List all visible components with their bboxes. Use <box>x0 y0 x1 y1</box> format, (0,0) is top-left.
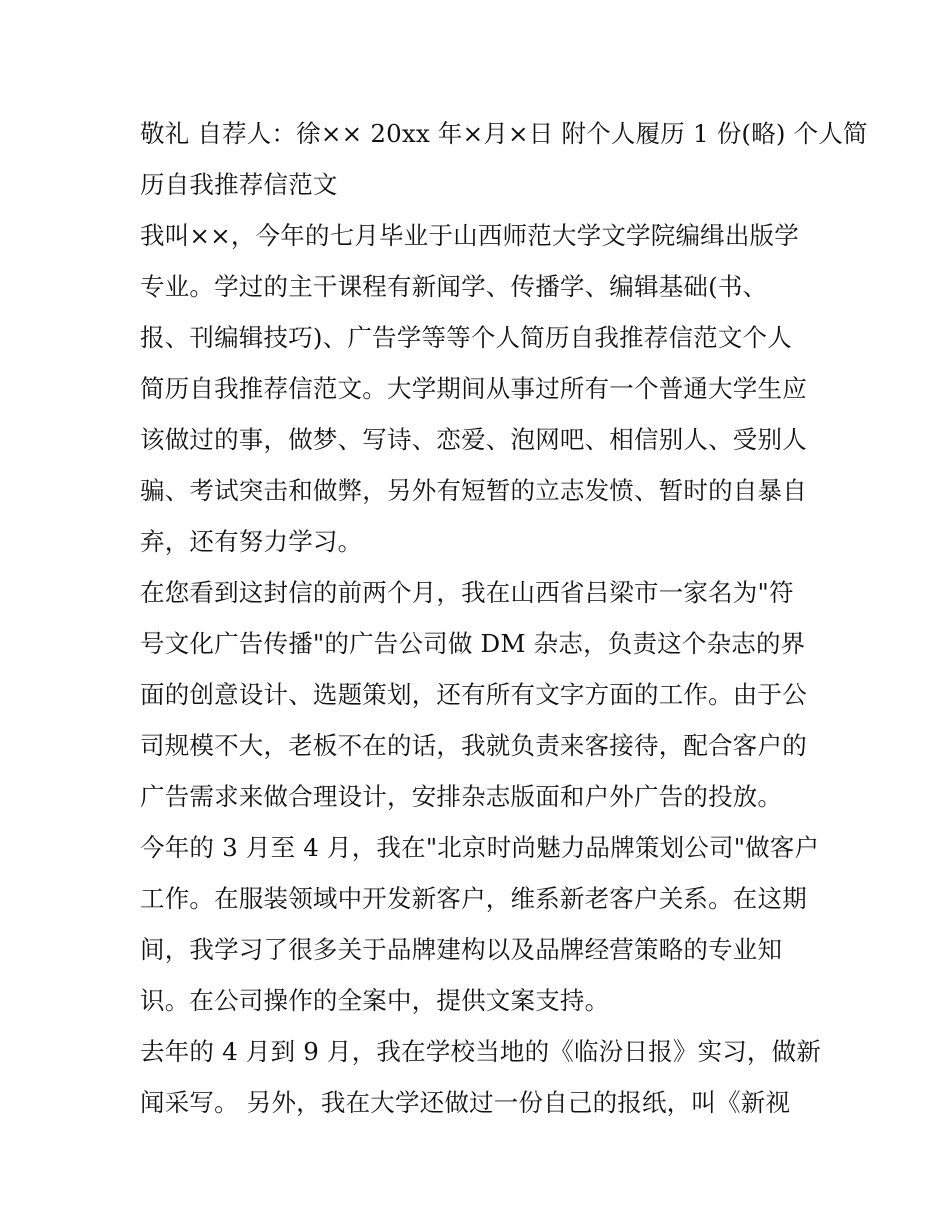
text-line: 骗、考试突击和做弊，另外有短暂的立志发愤、暂时的自暴自 <box>140 476 807 505</box>
text-line: 专业。学过的主干课程有新闻学、传播学、编辑基础(书、 <box>140 272 768 301</box>
text-line: 今年的 3 月至 4 月，我在"北京时尚魅力品牌策划公司"做客户 <box>140 833 820 862</box>
text-line: 我叫××，今年的七月毕业于山西师范大学文学院编缉出版学 <box>140 221 799 250</box>
text-line: 该做过的事，做梦、写诗、恋爱、泡网吧、相信别人、受别人 <box>140 425 807 454</box>
text-line: 识。在公司操作的全案中，提供文案支持。 <box>140 986 610 1015</box>
text-line: 工作。在服装领域中开发新客户，维系新老客户关系。在这期 <box>140 884 807 913</box>
text-line: 去年的 4 月到 9 月，我在学校当地的《临汾日报》实习，做新 <box>140 1037 822 1066</box>
text-line: 司规模不大，老板不在的话，我就负责来客接待，配合客户的 <box>140 731 807 760</box>
text-line: 简历自我推荐信范文。大学期间从事过所有一个普通大学生应 <box>140 374 807 403</box>
text-line: 历自我推荐信范文 <box>140 170 338 199</box>
text-line: 报、刊编辑技巧)、广告学等等个人简历自我推荐信范文个人 <box>140 323 792 352</box>
document-body <box>140 108 868 1128</box>
text-line: 号文化广告传播"的广告公司做 DM 杂志，负责这个杂志的界 <box>140 629 806 658</box>
text-line: 广告需求来做合理设计，安排杂志版面和户外广告的投放。 <box>140 782 783 811</box>
text-line: 弃，还有努力学习。 <box>140 527 363 556</box>
text-line: 敬礼 自荐人：徐×× 20xx 年×月×日 附个人履历 1 份(略) 个人简 <box>140 119 868 148</box>
text-line: 闻采写。 另外，我在大学还做过一份自己的报纸，叫《新视 <box>140 1088 791 1117</box>
text-line: 面的创意设计、选题策划，还有所有文字方面的工作。由于公 <box>140 680 807 709</box>
text-line: 在您看到这封信的前两个月，我在山西省吕梁市一家名为"符 <box>140 578 794 607</box>
text-line: 间，我学习了很多关于品牌建构以及品牌经营策略的专业知 <box>140 935 783 964</box>
